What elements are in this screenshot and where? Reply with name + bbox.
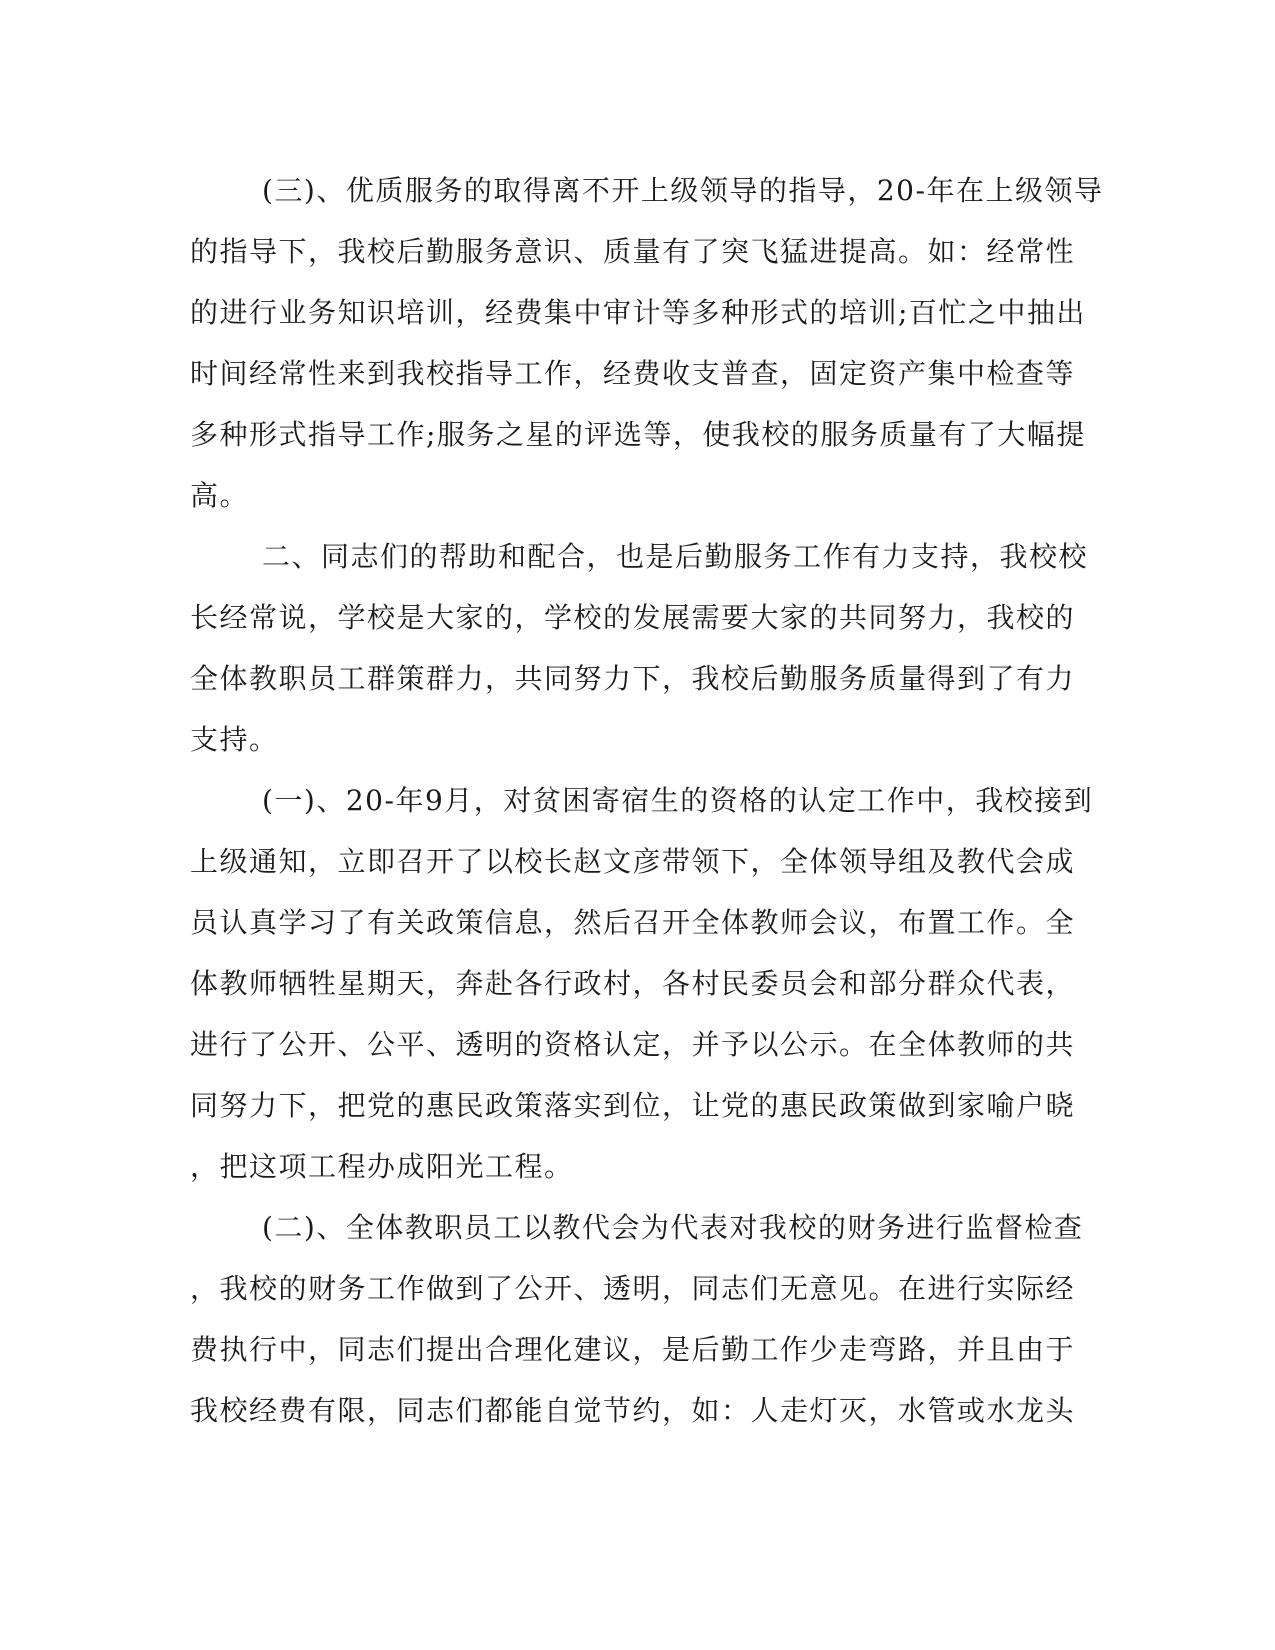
text-line: 的指导下，我校后勤服务意识、质量有了突飞猛进提高。如：经常性 bbox=[190, 235, 1076, 268]
paragraph-san bbox=[190, 160, 1104, 526]
paragraph-er2 bbox=[190, 1197, 1084, 1441]
text-line: 我校经费有限，同志们都能自觉节约，如：人走灯灭，水管或水龙头 bbox=[190, 1394, 1076, 1427]
paragraph-er bbox=[190, 526, 1089, 770]
text-line: (三)、优质服务的取得离不开上级领导的指导，20-年在上级领导 bbox=[262, 174, 1104, 207]
text-line: 全体教职员工群策群力，共同努力下，我校后勤服务质量得到了有力 bbox=[190, 662, 1076, 695]
text-line: 多种形式指导工作;服务之星的评选等，使我校的服务质量有了大幅提 bbox=[190, 418, 1086, 451]
text-line: 员认真学习了有关政策信息，然后召开全体教师会议，布置工作。全 bbox=[190, 906, 1076, 939]
text-line: 长经常说，学校是大家的，学校的发展需要大家的共同努力，我校的 bbox=[190, 601, 1076, 634]
text-line: 高。 bbox=[190, 479, 250, 512]
document-body bbox=[190, 160, 1104, 1441]
text-line: 的进行业务知识培训，经费集中审计等多种形式的培训;百忙之中抽出 bbox=[190, 296, 1086, 329]
text-line: 二、同志们的帮助和配合，也是后勤服务工作有力支持，我校校 bbox=[262, 540, 1089, 573]
text-line: (二)、全体教职员工以教代会为代表对我校的财务进行监督检查 bbox=[262, 1211, 1084, 1244]
text-line: ，把这项工程办成阳光工程。 bbox=[190, 1150, 574, 1183]
text-line: 上级通知，立即召开了以校长赵文彦带领下，全体领导组及教代会成 bbox=[190, 845, 1076, 878]
text-line: 进行了公开、公平、透明的资格认定，并予以公示。在全体教师的共 bbox=[190, 1028, 1076, 1061]
text-line: 费执行中，同志们提出合理化建议，是后勤工作少走弯路，并且由于 bbox=[190, 1333, 1076, 1366]
text-line: ，我校的财务工作做到了公开、透明，同志们无意见。在进行实际经 bbox=[190, 1272, 1076, 1305]
text-line: 时间经常性来到我校指导工作，经费收支普查，固定资产集中检查等 bbox=[190, 357, 1076, 390]
text-line: 支持。 bbox=[190, 723, 279, 756]
text-line: 同努力下，把党的惠民政策落实到位，让党的惠民政策做到家喻户晓 bbox=[190, 1089, 1076, 1122]
text-line: 体教师牺牲星期天，奔赴各行政村，各村民委员会和部分群众代表， bbox=[190, 967, 1076, 1000]
paragraph-yi bbox=[190, 770, 1094, 1197]
text-line: (一)、20-年9月，对贫困寄宿生的资格的认定工作中，我校接到 bbox=[262, 784, 1094, 817]
